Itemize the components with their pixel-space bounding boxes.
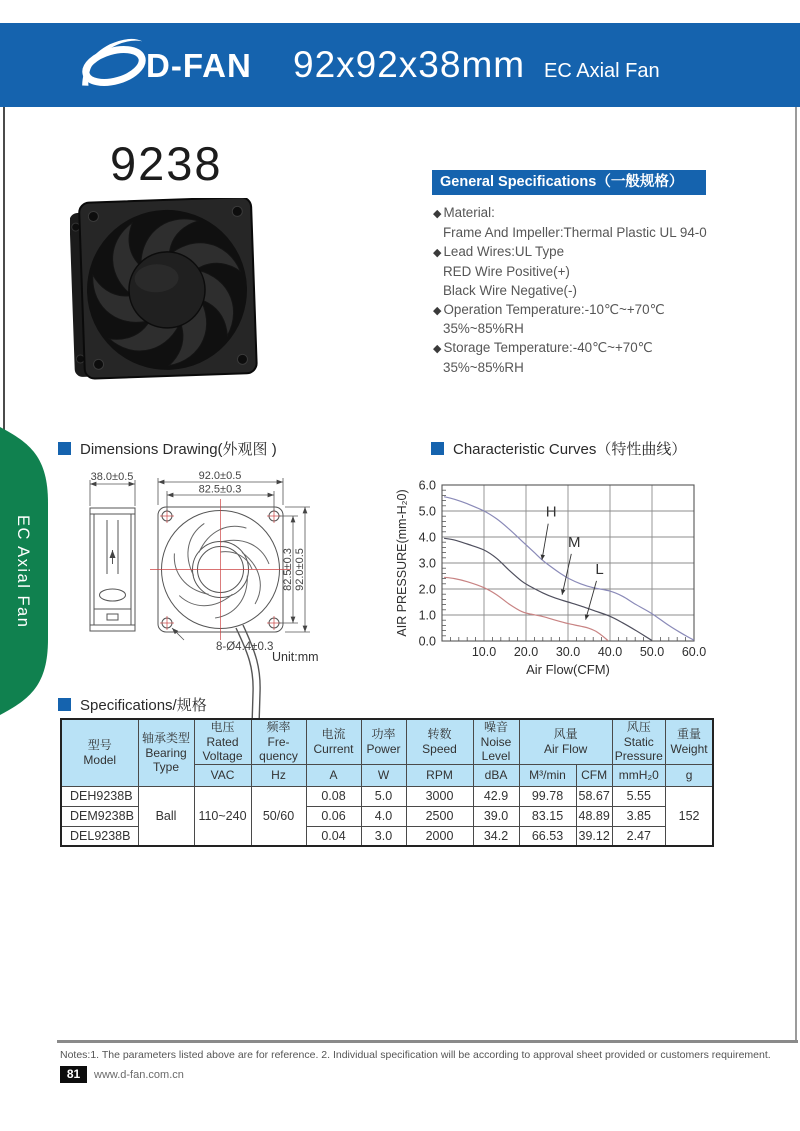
table-cell: 2000 [406,826,473,846]
spec-item [433,263,763,282]
general-specs-header [432,170,706,195]
specs-section-title: Specifications/规格 [80,697,207,714]
table-cell: 50/60 [251,786,306,846]
general-specs-list [433,204,763,378]
model-cell: DEH9238B [61,786,138,806]
unit-header: dBA [473,764,519,786]
dim-depth-label: 38.0±0.5 [90,471,134,483]
unit-header: VAC [194,764,251,786]
x-tick-label: 30.0 [555,645,581,659]
characteristic-curves-chart [393,465,778,695]
table-cell: 99.78 [519,786,576,806]
curve-label-M: M [568,533,581,551]
spec-item [433,224,763,243]
x-axis-label: Air Flow(CFM) [526,662,610,677]
unit-header: A [306,764,361,786]
table-row [61,786,713,806]
dim-holes-label: 8-Ø4.4±0.3 [216,641,274,653]
table-cell: 34.2 [473,826,519,846]
diamond-bullet-icon: ◆ [433,304,442,317]
column-header: 重量 Weight [665,719,713,764]
column-header: 风压 Static Pressure [612,719,665,764]
side-tab-label: EC Axial Fan [14,515,32,629]
diamond-bullet-icon: ◆ [433,343,442,356]
table-cell: 5.55 [612,786,665,806]
table-cell: 2500 [406,806,473,826]
curve-H [444,497,694,641]
table-cell: 66.53 [519,826,576,846]
table-cell: 48.89 [576,806,612,826]
table-cell: 0.06 [306,806,361,826]
spec-item [433,282,763,301]
column-header: 电流 Current [306,719,361,764]
section-curves [431,438,686,459]
spec-item-text: Material: [443,205,495,220]
page-number-badge: 81 [60,1066,87,1083]
column-header: 型号 Model [61,719,138,786]
unit-header: g [665,764,713,786]
spec-item [433,301,763,321]
table-cell: 39.0 [473,806,519,826]
model-number-title: 9238 [110,137,223,190]
table-cell: 39.12 [576,826,612,846]
diamond-bullet-icon: ◆ [433,246,442,259]
spec-item [433,339,763,359]
brand-name: D-FAN [146,47,252,84]
column-header: 电压 Rated Voltage [194,719,251,764]
table-cell: 3000 [406,786,473,806]
spec-item [433,243,763,263]
table-cell: 110~240 [194,786,251,846]
fan-product-photo [70,198,260,384]
table-cell: 3.0 [361,826,406,846]
product-size-title: 92x92x38mm [293,44,526,85]
page-edge-line-right [795,107,797,1043]
spec-item-text: Operation Temperature:-10℃~+70℃ [443,301,665,317]
spec-item-text: Black Wire Negative(-) [443,282,577,298]
y-tick-label: 1.0 [418,608,436,623]
table-cell: 5.0 [361,786,406,806]
table-cell: Ball [138,786,194,846]
column-header: 转数 Speed [406,719,473,764]
y-tick-label: 6.0 [418,478,436,493]
y-tick-label: 0.0 [418,634,436,649]
dfan-logo-icon [74,36,148,94]
dim-unit-label: Unit:mm [272,650,319,664]
table-cell: 2.47 [612,826,665,846]
unit-header: RPM [406,764,473,786]
unit-header: mmH₂0 [612,764,665,786]
dimensions-drawing [58,468,393,743]
unit-header: CFM [576,764,612,786]
page-edge-line-left [3,107,5,455]
x-tick-label: 10.0 [471,645,497,659]
column-header: 频率 Fre- quency [251,719,306,764]
footer-notes: Notes:1. The parameters listed above are for reference. 2. Individual specification will be according to approval sheet provided or customers requirement. [60,1049,771,1061]
x-tick-label: 50.0 [639,645,665,659]
y-tick-label: 3.0 [418,556,436,571]
table-cell: 0.08 [306,786,361,806]
column-header: 风量 Air Flow [519,719,612,764]
table-cell: 58.67 [576,786,612,806]
spec-item [433,204,763,224]
spec-item-text: Lead Wires:UL Type [443,243,565,259]
dim-width-holes-label: 82.5±0.3 [198,483,242,496]
chart-svg [393,465,778,695]
blue-square-icon [431,442,444,455]
x-tick-label: 60.0 [681,645,707,659]
model-cell: DEM9238B [61,806,138,826]
curves-section-title: Characteristic Curves（特性曲线） [453,441,687,458]
website-url: www.d-fan.com.cn [94,1069,184,1081]
table-cell: 3.85 [612,806,665,826]
blue-square-icon [58,442,71,455]
dimensions-section-title: Dimensions Drawing(外观图 ) [80,441,277,458]
spec-item-text: Frame And Impeller:Thermal Plastic UL 94-0 [443,224,707,240]
y-tick-label: 5.0 [418,504,436,519]
footer-divider [57,1040,798,1043]
table-cell: 0.04 [306,826,361,846]
specifications-table [60,718,714,847]
y-axis-label: AIR PRESSURE(mm-H₂0) [395,489,409,637]
header-bar [0,23,800,107]
diamond-bullet-icon: ◆ [433,208,442,220]
weight-cell: 152 [665,786,713,846]
column-header: 轴承类型 Bearing Type [138,719,194,786]
column-header: 功率 Power [361,719,406,764]
spec-item [433,359,763,378]
x-tick-label: 40.0 [597,645,623,659]
spec-item-text: 35%~85%RH [443,321,524,337]
fan-type-label: EC Axial Fan [544,60,660,82]
table-cell: 83.15 [519,806,576,826]
table-cell: 42.9 [473,786,519,806]
unit-header: M³/min [519,764,576,786]
table-cell: 4.0 [361,806,406,826]
curve-label-L: L [595,560,604,578]
column-header: 噪音 Noise Level [473,719,519,764]
y-tick-label: 2.0 [418,582,436,597]
spec-item-text: Storage Temperature:-40℃~+70℃ [443,340,653,356]
spec-item [433,320,763,339]
model-cell: DEL9238B [61,826,138,846]
curve-label-H: H [545,503,557,521]
section-dimensions [58,438,277,459]
spec-item-text: RED Wire Positive(+) [443,263,570,279]
spec-item-text: 35%~85%RH [443,360,524,376]
unit-header: Hz [251,764,306,786]
dim-height-outer-label: 92.0±0.5 [294,548,306,591]
unit-header: W [361,764,406,786]
y-tick-label: 4.0 [418,530,436,545]
dim-height-holes-label: 82.5±0.3 [282,548,294,591]
general-specs-title: General Specifications（一般规格） [440,174,684,190]
x-tick-label: 20.0 [513,645,539,659]
dim-width-outer-label: 92.0±0.5 [198,470,242,482]
